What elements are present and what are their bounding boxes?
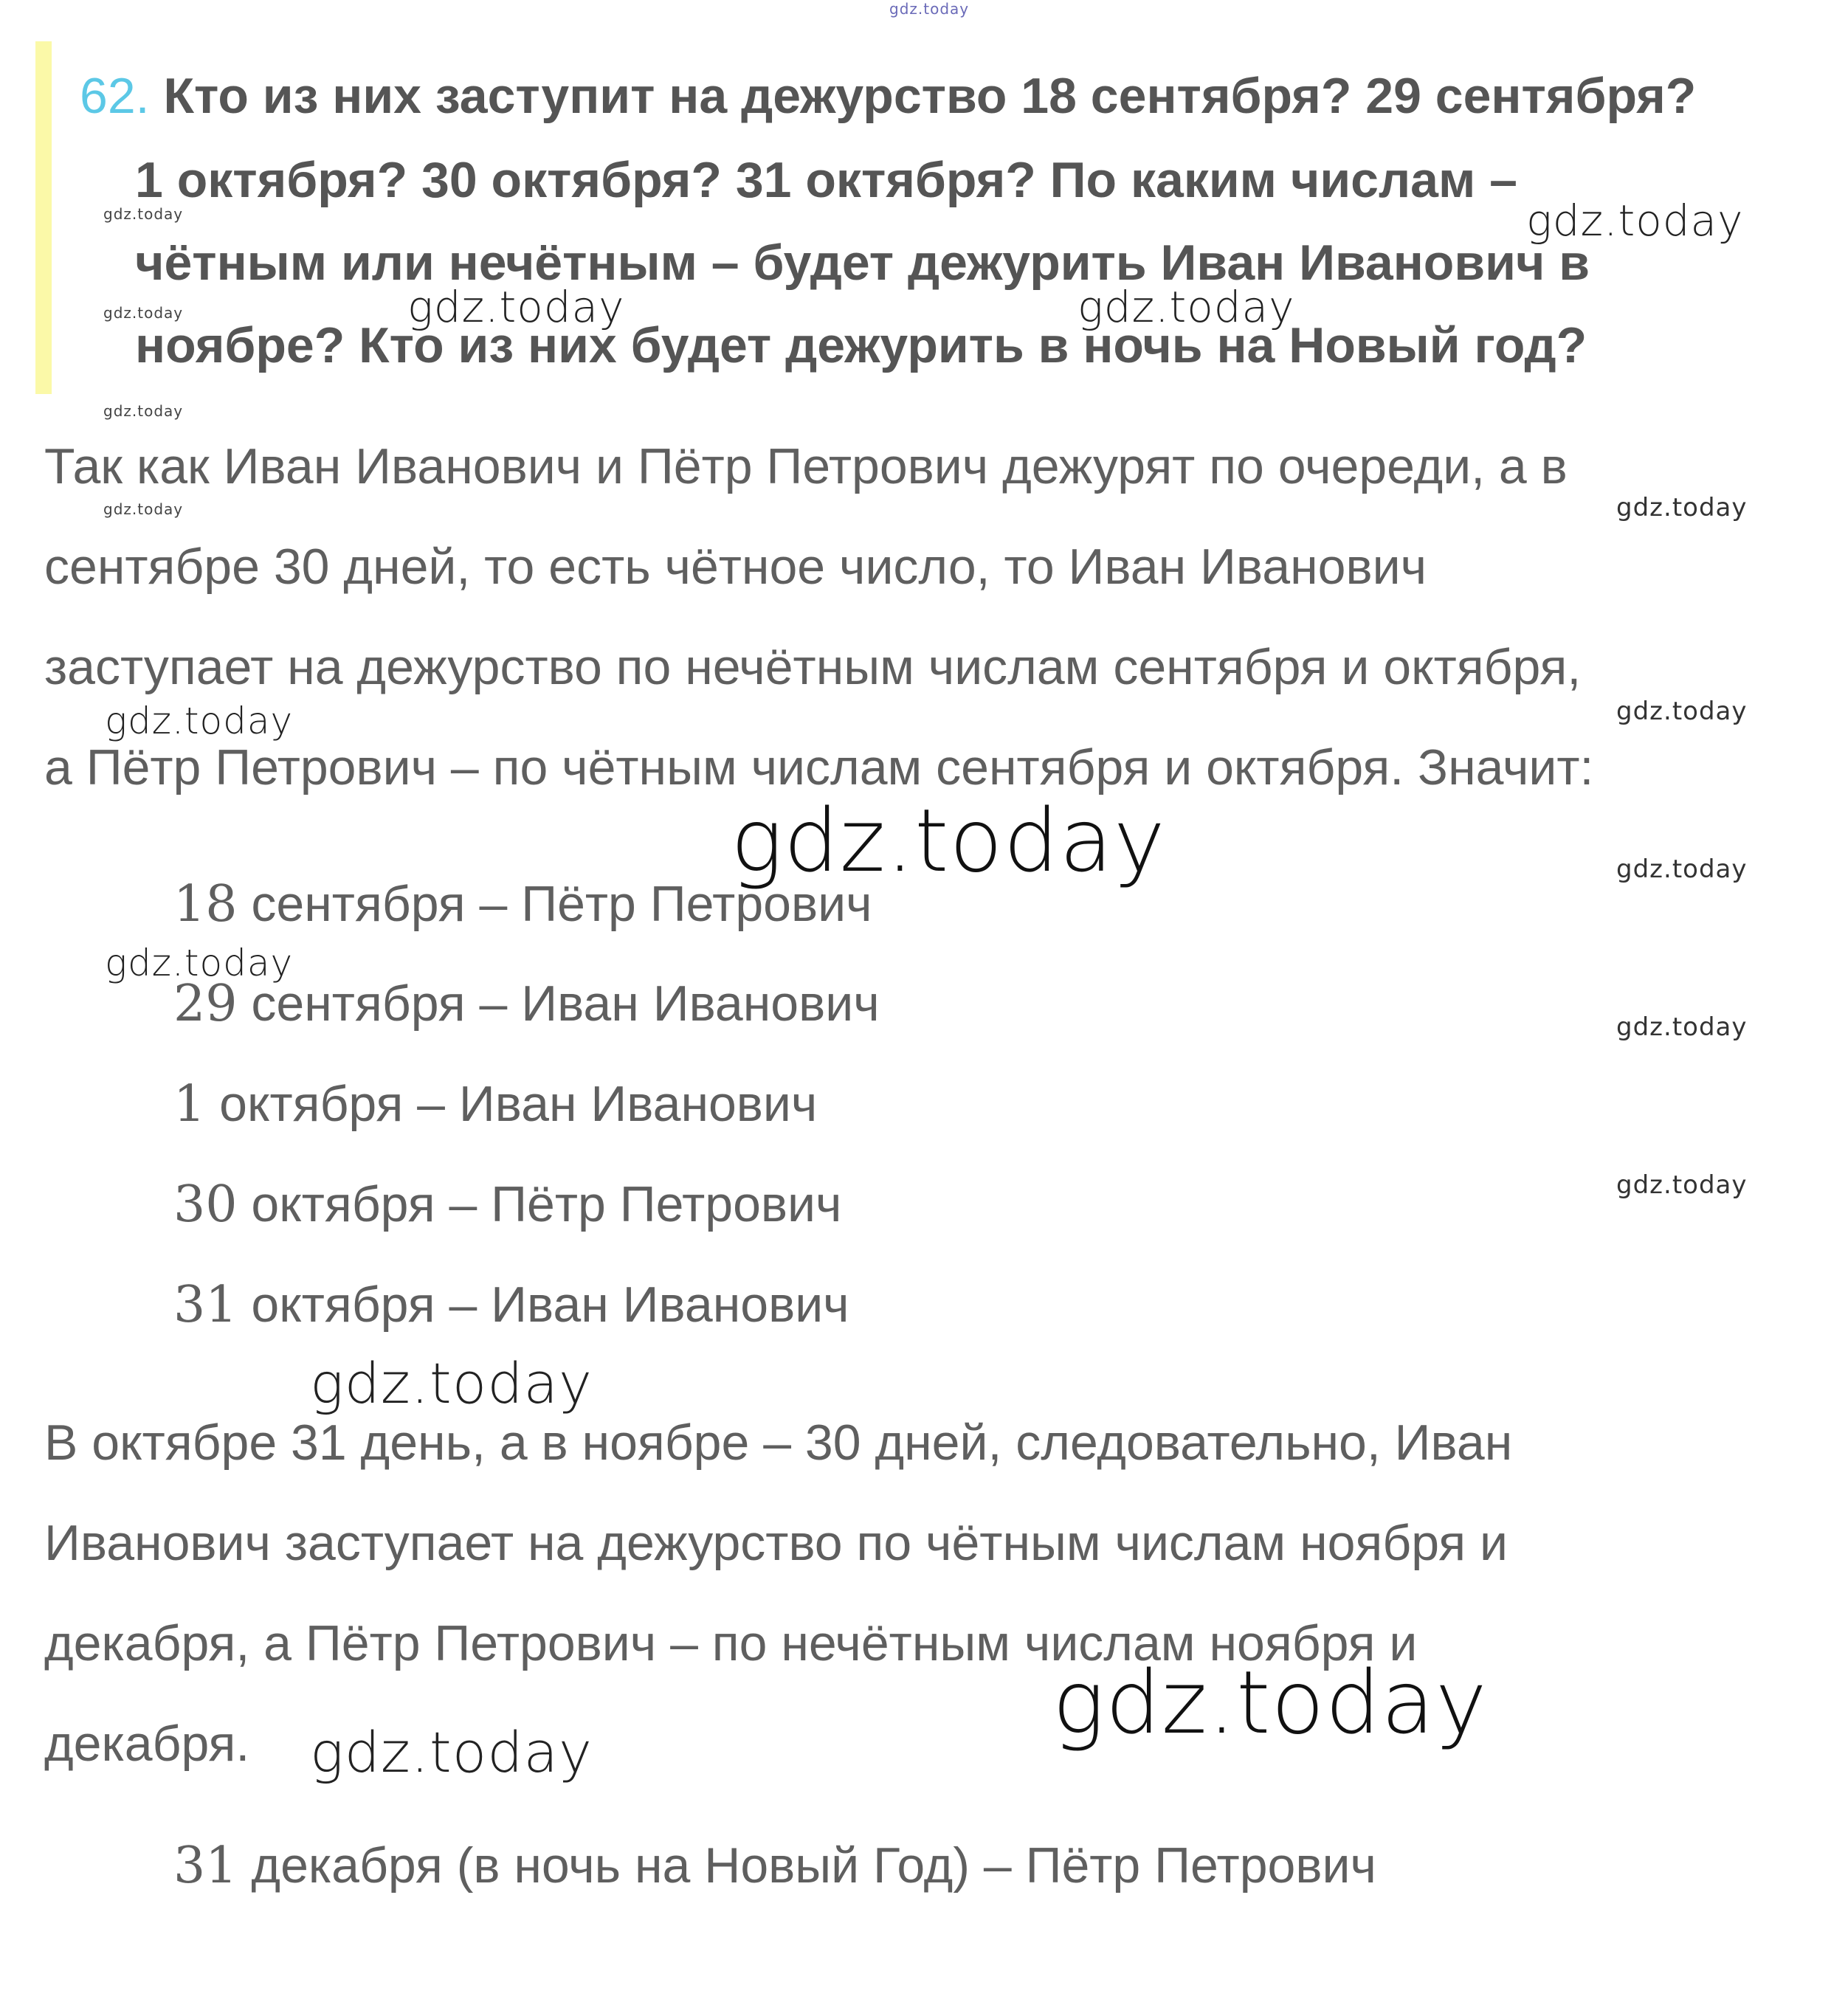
watermark-top: gdz.today	[889, 0, 970, 18]
list-item: 30 октября – Пётр Петрович	[173, 1176, 842, 1234]
question-text-1: Кто из них заступит на дежурство 18 сентября? 29 сентября?	[163, 68, 1697, 124]
answer-p1-line-3: заступает на дежурство по нечётным числам сентября и октября,	[44, 639, 1582, 695]
watermark: gdz.today	[1616, 1012, 1748, 1042]
question-line-1	[80, 66, 1696, 125]
watermark: gdz.today	[1616, 697, 1748, 726]
watermark: gdz.today	[103, 402, 184, 420]
watermark: gdz.today	[103, 304, 184, 322]
watermark: gdz.today	[105, 942, 294, 984]
watermark: gdz.today	[1052, 1651, 1488, 1753]
question-number: 62.	[80, 68, 150, 124]
list-item: 18 сентября – Пётр Петрович	[173, 875, 872, 933]
answer-p2-line-1: В октябре 31 день, а в ноябре – 30 дней, следовательно, Иван	[44, 1415, 1513, 1471]
question-highlight-bar	[35, 41, 52, 394]
answer-p2-line-2: Иванович заступает на дежурство по чётным числам ноября и	[44, 1515, 1508, 1571]
answer-p2-line-4: декабря.	[44, 1716, 250, 1772]
watermark: gdz.today	[1616, 493, 1748, 522]
watermark: gdz.today	[310, 1350, 593, 1416]
answer-p1-line-2: сентябре 30 дней, то есть чётное число, то Иван Иванович	[44, 539, 1427, 595]
question-line-3: чётным или нечётным – будет дежурить Иван Иванович в	[135, 235, 1590, 291]
list-item: 1 октября – Иван Иванович	[173, 1075, 818, 1133]
watermark: gdz.today	[731, 790, 1166, 891]
list-item: 31 октября – Иван Иванович	[173, 1276, 849, 1334]
answer-p1-line-1: Так как Иван Иванович и Пётр Петрович дежурят по очереди, а в	[44, 438, 1568, 494]
watermark: gdz.today	[103, 205, 184, 223]
watermark: gdz.today	[103, 500, 184, 518]
watermark: gdz.today	[1616, 1170, 1748, 1200]
final-answer: 31 декабря (в ночь на Новый Год) – Пётр Петрович	[173, 1837, 1376, 1895]
watermark: gdz.today	[1077, 282, 1295, 332]
question-line-4: ноябре? Кто из них будет дежурить в ночь на Новый год?	[135, 317, 1587, 373]
answer-p2-line-3: декабря, а Пётр Петрович – по нечётным числам ноября и	[44, 1615, 1418, 1671]
watermark: gdz.today	[1526, 196, 1744, 246]
list-item: 29 сентября – Иван Иванович	[173, 975, 880, 1033]
answer-p1-line-4: а Пётр Петрович – по чётным числам сентября и октября. Значит:	[44, 739, 1594, 795]
watermark: gdz.today	[407, 282, 625, 332]
question-line-2: 1 октября? 30 октября? 31 октября? По каким числам –	[135, 152, 1517, 208]
watermark: gdz.today	[310, 1719, 593, 1785]
watermark: gdz.today	[1616, 855, 1748, 884]
watermark: gdz.today	[105, 700, 294, 742]
